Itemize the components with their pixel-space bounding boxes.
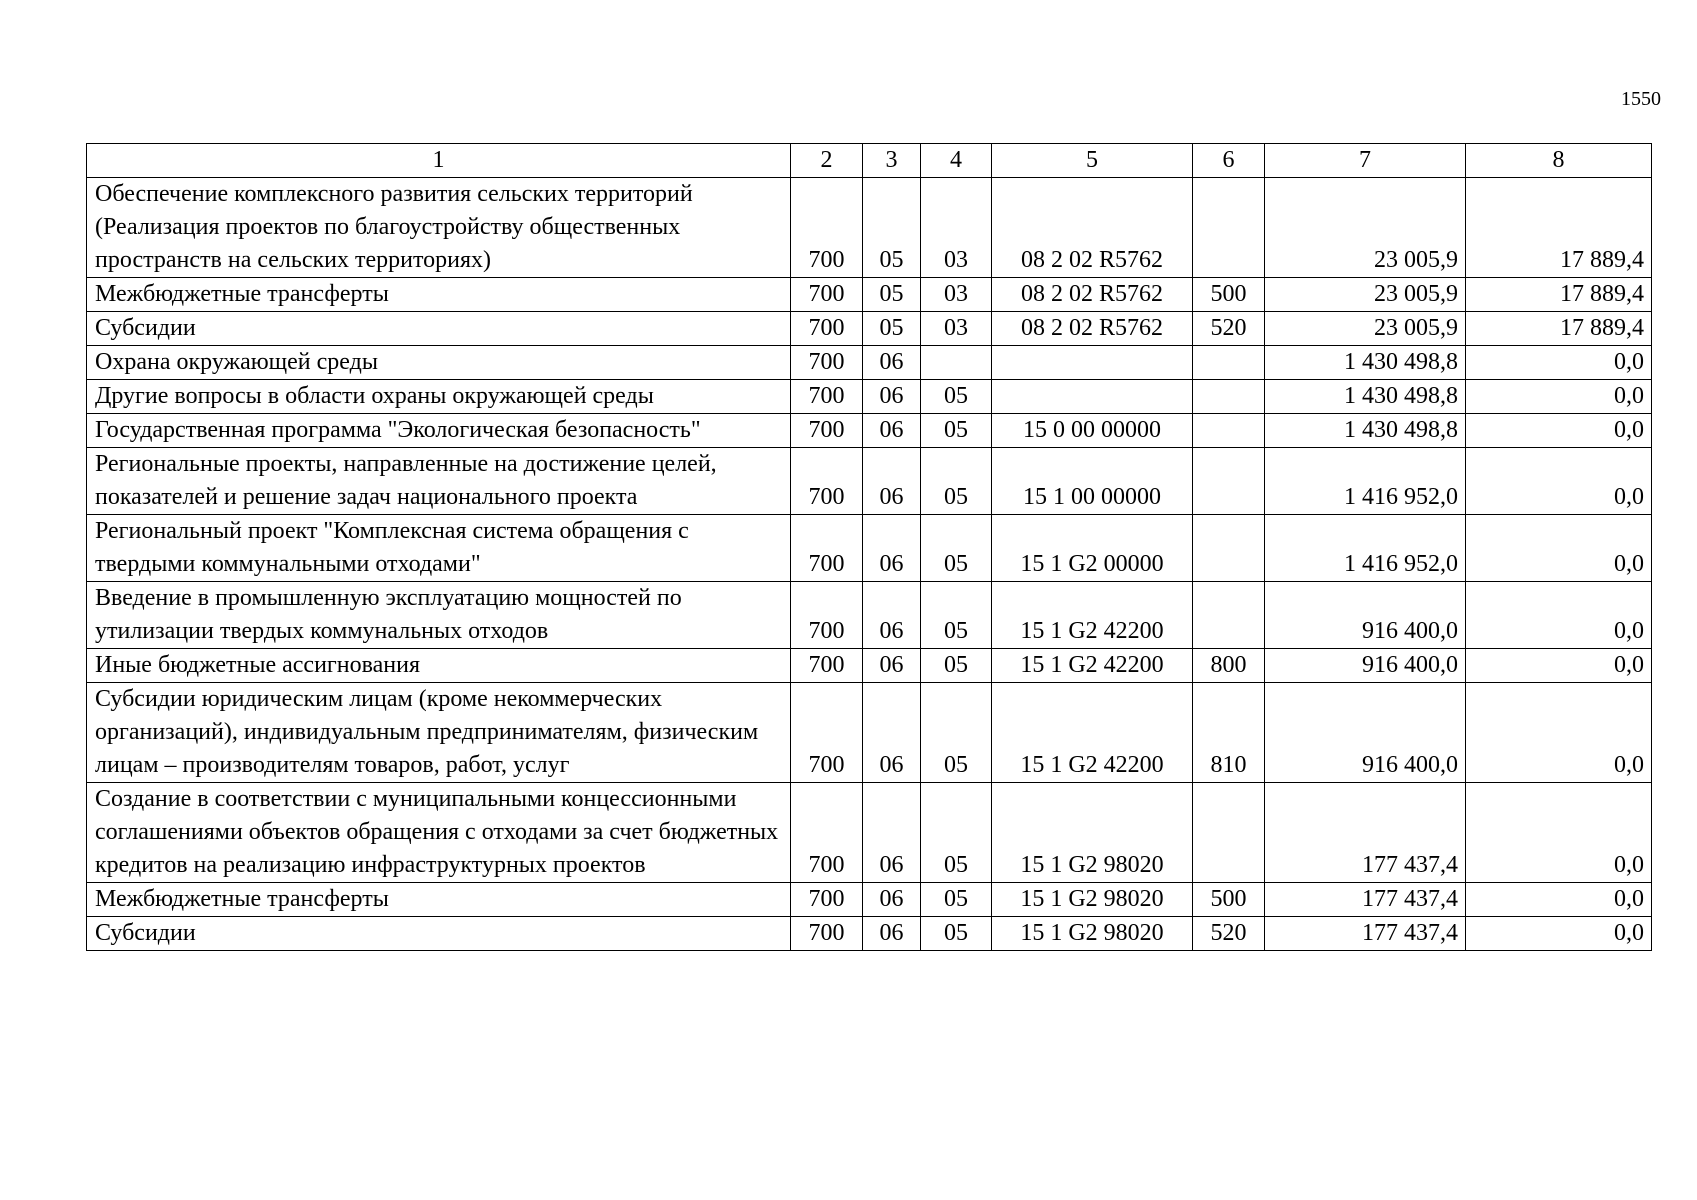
row-name: Обеспечение комплексного развития сельских территорий (Реализация проектов по благоустройству общественных пространств на сельских территориях) — [87, 178, 791, 278]
table-row — [87, 178, 1652, 278]
cell-col-2: 700 — [791, 414, 863, 448]
cell-col-2: 700 — [791, 883, 863, 917]
header-cell-7: 7 — [1265, 144, 1466, 178]
cell-col-8: 0,0 — [1466, 582, 1652, 649]
table-row — [87, 783, 1652, 883]
cell-col-8: 0,0 — [1466, 783, 1652, 883]
cell-col-7: 916 400,0 — [1265, 649, 1466, 683]
cell-col-7: 1 416 952,0 — [1265, 448, 1466, 515]
row-name: Субсидии юридическим лицам (кроме некоммерческих организаций), индивидуальным предпринимателям, физическим лицам – производителям товаров, работ, услуг — [87, 683, 791, 783]
cell-col-3: 06 — [863, 783, 921, 883]
table-row — [87, 649, 1652, 683]
cell-col-7: 23 005,9 — [1265, 312, 1466, 346]
cell-col-8: 0,0 — [1466, 448, 1652, 515]
cell-col-7: 1 430 498,8 — [1265, 414, 1466, 448]
cell-col-6: 810 — [1193, 683, 1265, 783]
cell-col-5: 15 0 00 00000 — [992, 414, 1193, 448]
cell-col-2: 700 — [791, 917, 863, 951]
cell-col-2: 700 — [791, 582, 863, 649]
cell-col-7: 1 416 952,0 — [1265, 515, 1466, 582]
row-name: Создание в соответствии с муниципальными концессионными соглашениями объектов обращения с отходами за счет бюджетных кредитов на реализацию инфраструктурных проектов — [87, 783, 791, 883]
cell-col-2: 700 — [791, 312, 863, 346]
cell-col-5 — [992, 346, 1193, 380]
cell-col-6 — [1193, 582, 1265, 649]
cell-col-5: 08 2 02 R5762 — [992, 278, 1193, 312]
cell-col-4: 05 — [921, 448, 992, 515]
cell-col-7: 916 400,0 — [1265, 582, 1466, 649]
row-name: Государственная программа "Экологическая безопасность" — [87, 414, 791, 448]
table-row — [87, 683, 1652, 783]
table-row — [87, 380, 1652, 414]
cell-col-5: 15 1 G2 98020 — [992, 917, 1193, 951]
budget-table — [86, 143, 1652, 951]
table-row — [87, 448, 1652, 515]
page-number: 1550 — [1621, 88, 1661, 110]
table-row — [87, 883, 1652, 917]
cell-col-4: 05 — [921, 649, 992, 683]
cell-col-3: 06 — [863, 582, 921, 649]
cell-col-5 — [992, 380, 1193, 414]
cell-col-6: 520 — [1193, 917, 1265, 951]
cell-col-8: 0,0 — [1466, 683, 1652, 783]
header-cell-8: 8 — [1466, 144, 1652, 178]
row-name: Межбюджетные трансферты — [87, 883, 791, 917]
header-cell-4: 4 — [921, 144, 992, 178]
cell-col-7: 1 430 498,8 — [1265, 346, 1466, 380]
cell-col-5: 15 1 00 00000 — [992, 448, 1193, 515]
cell-col-6: 500 — [1193, 278, 1265, 312]
cell-col-6 — [1193, 178, 1265, 278]
cell-col-8: 0,0 — [1466, 515, 1652, 582]
cell-col-4: 05 — [921, 582, 992, 649]
cell-col-5: 15 1 G2 42200 — [992, 683, 1193, 783]
cell-col-4: 05 — [921, 883, 992, 917]
cell-col-3: 06 — [863, 515, 921, 582]
cell-col-8: 0,0 — [1466, 883, 1652, 917]
cell-col-3: 06 — [863, 917, 921, 951]
cell-col-6 — [1193, 783, 1265, 883]
cell-col-7: 1 430 498,8 — [1265, 380, 1466, 414]
cell-col-7: 23 005,9 — [1265, 178, 1466, 278]
cell-col-3: 06 — [863, 448, 921, 515]
cell-col-8: 0,0 — [1466, 649, 1652, 683]
header-cell-2: 2 — [791, 144, 863, 178]
cell-col-8: 17 889,4 — [1466, 178, 1652, 278]
cell-col-4: 05 — [921, 414, 992, 448]
header-cell-5: 5 — [992, 144, 1193, 178]
row-name: Межбюджетные трансферты — [87, 278, 791, 312]
cell-col-6 — [1193, 380, 1265, 414]
cell-col-5: 15 1 G2 98020 — [992, 783, 1193, 883]
table-row — [87, 312, 1652, 346]
cell-col-3: 05 — [863, 178, 921, 278]
cell-col-2: 700 — [791, 515, 863, 582]
cell-col-3: 06 — [863, 346, 921, 380]
row-name: Охрана окружающей среды — [87, 346, 791, 380]
cell-col-4: 05 — [921, 917, 992, 951]
cell-col-6 — [1193, 414, 1265, 448]
cell-col-8: 0,0 — [1466, 346, 1652, 380]
cell-col-4: 03 — [921, 312, 992, 346]
cell-col-4: 05 — [921, 783, 992, 883]
row-name: Субсидии — [87, 312, 791, 346]
cell-col-7: 177 437,4 — [1265, 917, 1466, 951]
header-cell-3: 3 — [863, 144, 921, 178]
cell-col-5: 08 2 02 R5762 — [992, 312, 1193, 346]
table-row — [87, 917, 1652, 951]
row-name: Субсидии — [87, 917, 791, 951]
cell-col-5: 08 2 02 R5762 — [992, 178, 1193, 278]
table-row — [87, 414, 1652, 448]
cell-col-8: 0,0 — [1466, 380, 1652, 414]
cell-col-7: 177 437,4 — [1265, 783, 1466, 883]
cell-col-7: 23 005,9 — [1265, 278, 1466, 312]
cell-col-2: 700 — [791, 278, 863, 312]
cell-col-2: 700 — [791, 649, 863, 683]
row-name: Региональные проекты, направленные на достижение целей, показателей и решение задач национального проекта — [87, 448, 791, 515]
cell-col-7: 177 437,4 — [1265, 883, 1466, 917]
cell-col-5: 15 1 G2 00000 — [992, 515, 1193, 582]
cell-col-2: 700 — [791, 683, 863, 783]
cell-col-8: 17 889,4 — [1466, 312, 1652, 346]
table-row — [87, 582, 1652, 649]
header-row — [87, 144, 1652, 178]
cell-col-6: 500 — [1193, 883, 1265, 917]
cell-col-2: 700 — [791, 783, 863, 883]
cell-col-4: 05 — [921, 515, 992, 582]
cell-col-7: 916 400,0 — [1265, 683, 1466, 783]
table-row — [87, 346, 1652, 380]
cell-col-6: 520 — [1193, 312, 1265, 346]
cell-col-3: 06 — [863, 649, 921, 683]
cell-col-8: 0,0 — [1466, 414, 1652, 448]
cell-col-6 — [1193, 346, 1265, 380]
cell-col-3: 05 — [863, 278, 921, 312]
row-name: Региональный проект "Комплексная система обращения с твердыми коммунальными отходами" — [87, 515, 791, 582]
cell-col-6: 800 — [1193, 649, 1265, 683]
header-cell-6: 6 — [1193, 144, 1265, 178]
cell-col-3: 06 — [863, 883, 921, 917]
cell-col-2: 700 — [791, 346, 863, 380]
row-name: Введение в промышленную эксплуатацию мощностей по утилизации твердых коммунальных отходов — [87, 582, 791, 649]
cell-col-4: 05 — [921, 683, 992, 783]
cell-col-8: 0,0 — [1466, 917, 1652, 951]
header-cell-1: 1 — [87, 144, 791, 178]
cell-col-5: 15 1 G2 42200 — [992, 649, 1193, 683]
table-row — [87, 278, 1652, 312]
cell-col-4: 03 — [921, 278, 992, 312]
row-name: Другие вопросы в области охраны окружающей среды — [87, 380, 791, 414]
cell-col-3: 06 — [863, 683, 921, 783]
cell-col-6 — [1193, 448, 1265, 515]
cell-col-5: 15 1 G2 42200 — [992, 582, 1193, 649]
cell-col-5: 15 1 G2 98020 — [992, 883, 1193, 917]
cell-col-4: 05 — [921, 380, 992, 414]
cell-col-4 — [921, 346, 992, 380]
cell-col-3: 05 — [863, 312, 921, 346]
cell-col-3: 06 — [863, 380, 921, 414]
cell-col-8: 17 889,4 — [1466, 278, 1652, 312]
cell-col-2: 700 — [791, 448, 863, 515]
cell-col-4: 03 — [921, 178, 992, 278]
table-body — [87, 178, 1652, 951]
table-row — [87, 515, 1652, 582]
row-name: Иные бюджетные ассигнования — [87, 649, 791, 683]
cell-col-2: 700 — [791, 380, 863, 414]
cell-col-2: 700 — [791, 178, 863, 278]
cell-col-6 — [1193, 515, 1265, 582]
cell-col-3: 06 — [863, 414, 921, 448]
